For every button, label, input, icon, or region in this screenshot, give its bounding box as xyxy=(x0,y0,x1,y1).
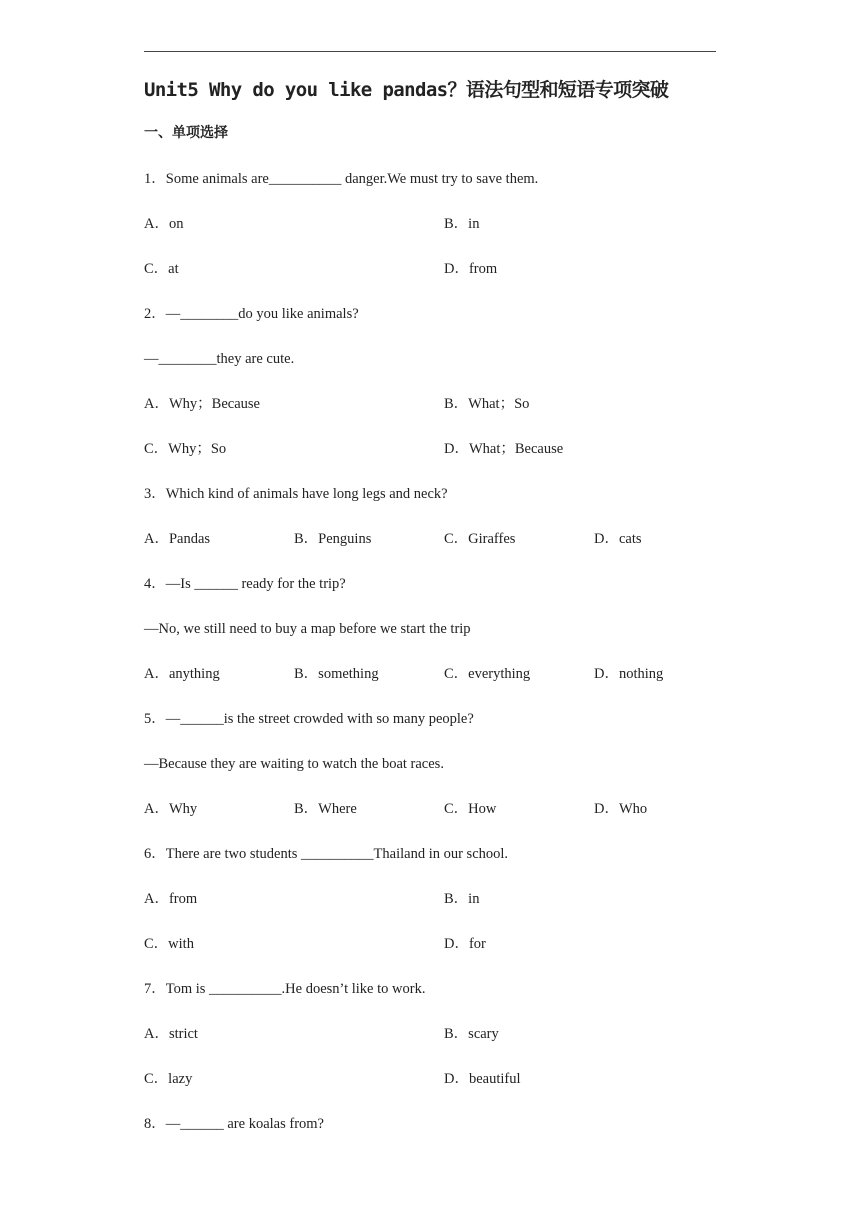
option-6-b[interactable]: B．in xyxy=(444,891,480,907)
option-3-d[interactable]: D．cats xyxy=(594,531,642,547)
option-3-c[interactable]: C．Giraffes xyxy=(444,531,516,547)
option-4-d[interactable]: D．nothing xyxy=(594,666,664,682)
option-6-d[interactable]: D．for xyxy=(444,936,486,952)
options-6-row-2 xyxy=(144,934,744,954)
question-2: 2．—________do you like animals? xyxy=(144,306,359,322)
question-7: 7．Tom is __________.He doesn’t like to work. xyxy=(144,981,426,997)
option-2-a[interactable]: A．Why；Because xyxy=(144,396,260,412)
option-5-b[interactable]: B．Where xyxy=(294,801,357,817)
question-3: 3．Which kind of animals have long legs and neck? xyxy=(144,486,448,502)
options-3 xyxy=(144,529,744,549)
option-1-b[interactable]: B．in xyxy=(444,216,480,232)
option-1-a[interactable]: A．on xyxy=(144,216,184,232)
question-6: 6．There are two students __________Thailand in our school. xyxy=(144,846,509,862)
option-7-a[interactable]: A．strict xyxy=(144,1026,198,1042)
page-title: Unit5 Why do you like pandas？语法句型和短语专项突破 xyxy=(144,79,669,101)
option-2-c[interactable]: C．Why；So xyxy=(144,441,227,457)
option-1-c[interactable]: C．at xyxy=(144,261,179,277)
options-2-row-1 xyxy=(144,394,744,414)
options-7-row-2 xyxy=(144,1069,744,1089)
option-2-d[interactable]: D．What；Because xyxy=(444,441,564,457)
question-5: 5．—______is the street crowded with so many people? xyxy=(144,711,474,727)
options-1-row-2 xyxy=(144,259,744,279)
options-5 xyxy=(144,799,744,819)
option-4-a[interactable]: A．anything xyxy=(144,666,220,682)
question-4-reply: —No, we still need to buy a map before we start the trip xyxy=(144,621,471,637)
question-1: 1．Some animals are__________ danger.We must try to save them. xyxy=(144,171,539,187)
question-5-reply: —Because they are waiting to watch the boat races. xyxy=(144,756,444,772)
option-4-c[interactable]: C．everything xyxy=(444,666,531,682)
option-2-b[interactable]: B．What；So xyxy=(444,396,530,412)
option-3-a[interactable]: A．Pandas xyxy=(144,531,211,547)
option-7-d[interactable]: D．beautiful xyxy=(444,1071,521,1087)
option-1-d[interactable]: D．from xyxy=(444,261,498,277)
option-5-d[interactable]: D．Who xyxy=(594,801,648,817)
option-6-a[interactable]: A．from xyxy=(144,891,198,907)
options-2-row-2 xyxy=(144,439,744,459)
options-1-row-1 xyxy=(144,214,744,234)
question-4: 4．—Is ______ ready for the trip? xyxy=(144,576,346,592)
options-7-row-1 xyxy=(144,1024,744,1044)
option-3-b[interactable]: B．Penguins xyxy=(294,531,372,547)
option-7-c[interactable]: C．lazy xyxy=(144,1071,193,1087)
section-heading: 一、单项选择 xyxy=(144,125,228,141)
question-2-reply: —________they are cute. xyxy=(144,351,295,367)
option-6-c[interactable]: C．with xyxy=(144,936,194,952)
question-8: 8．—______ are koalas from? xyxy=(144,1116,324,1132)
option-5-c[interactable]: C．How xyxy=(444,801,497,817)
option-4-b[interactable]: B．something xyxy=(294,666,379,682)
option-7-b[interactable]: B．scary xyxy=(444,1026,499,1042)
option-5-a[interactable]: A．Why xyxy=(144,801,198,817)
header-rule xyxy=(144,51,716,52)
options-4 xyxy=(144,664,744,684)
options-6-row-1 xyxy=(144,889,744,909)
